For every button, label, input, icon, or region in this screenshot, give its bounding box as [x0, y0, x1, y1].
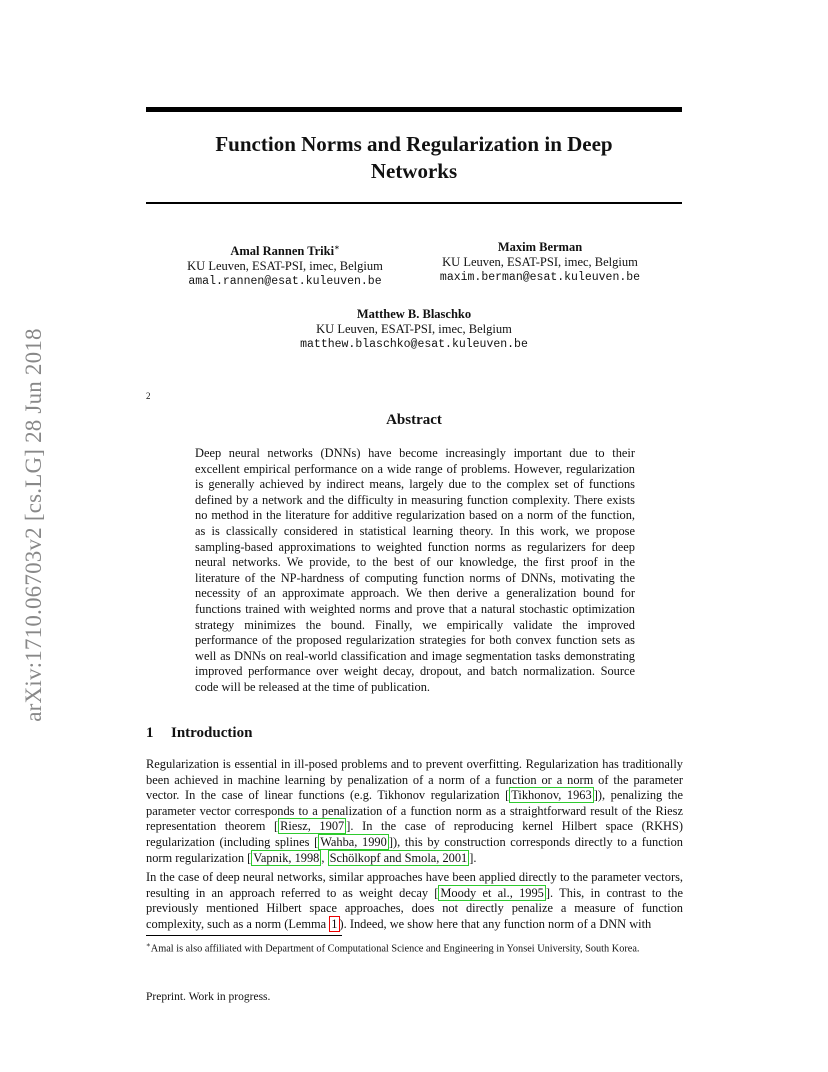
section-number: 1	[146, 725, 154, 741]
author-email[interactable]: maxim.berman@esat.kuleuven.be	[439, 271, 641, 284]
author-block-3	[264, 307, 564, 352]
citation-link[interactable]: Wahba, 1990	[320, 834, 387, 849]
citation-link[interactable]: Riesz, 1907	[280, 819, 345, 834]
author-email[interactable]: amal.rannen@esat.kuleuven.be	[188, 275, 382, 289]
author-affiliation: KU Leuven, ESAT-PSI, imec, Belgium	[316, 322, 512, 336]
author-affiliation: KU Leuven, ESAT-PSI, imec, Belgium	[187, 259, 383, 274]
citation-link[interactable]: Schölkopf and Smola, 2001	[329, 850, 468, 865]
author-name: Amal Rannen Triki	[230, 244, 335, 259]
intro-paragraph-1: Regularization is essential in ill-posed problems and to prevent overfitting. Regularization has traditionally been achieved in machine learning by penalization of a norm of a function or a norm of the parameter vector. In the case of linear functions (e.g. Tikhonov regularization [ Tikhonov, 1963 ]), penalizing the parameter vector corresponds to a penalization of a function norm as a straightforward result of the Riesz representation theorem [ Riesz, 1907 ]. In the case of reproducing kernel Hilbert space (RKHS) regularization (including splines [ Wahba, 1990 ]), this by construction corresponds directly to a function norm regularization [ Vapnik, 1998 , Schölkopf and Smola, 2001 ].	[146, 757, 683, 865]
paper-title: Function Norms and Regularization in Deep Networks	[215, 132, 613, 183]
section-heading	[146, 725, 252, 742]
footnote-text: Amal is also affiliated with Department of Computational Science and Engineering in Yonsei University, South Korea.	[150, 943, 640, 955]
footnote	[146, 938, 683, 956]
footnote-mark: ∗	[334, 243, 340, 252]
section-title: Introduction	[171, 725, 253, 741]
lemma-reference-link[interactable]: 1	[331, 916, 338, 931]
intro-paragraph-2: In the case of deep neural networks, similar approaches have been applied directly to the parameter vectors, resulting in an approach referred to as weight decay [ Moody et al., 1995 ]. This, in contrast to the previously mentioned Hilbert space approaches, does not directly penalize a measure of function complexity, such as a norm (Lemma 1 ). Indeed, we show here that any function norm of a DNN with	[146, 870, 683, 931]
author-affiliation: KU Leuven, ESAT-PSI, imec, Belgium	[442, 255, 638, 269]
page-number: 2	[146, 391, 151, 401]
footnote-rule	[146, 935, 342, 936]
abstract-heading: Abstract	[386, 412, 442, 428]
title-rule-top	[146, 107, 682, 112]
author-email[interactable]: matthew.blaschko@esat.kuleuven.be	[300, 338, 528, 351]
footnote-mark: ∗	[146, 941, 151, 949]
citation-link[interactable]: Vapnik, 1998	[253, 850, 320, 865]
citation-link[interactable]: Moody et al., 1995	[440, 885, 544, 900]
author-block-2	[415, 240, 665, 285]
citation-link[interactable]: Tikhonov, 1963	[511, 788, 592, 803]
author-name: Matthew B. Blaschko	[356, 307, 472, 321]
author-name: Maxim Berman	[497, 240, 583, 254]
preprint-note: Preprint. Work in progress.	[146, 991, 271, 1003]
title-rule-bottom	[146, 202, 682, 204]
author-block-1	[160, 240, 410, 289]
arxiv-side-stamp: arXiv:1710.06703v2 [cs.LG] 28 Jun 2018	[21, 328, 46, 722]
abstract-text: Deep neural networks (DNNs) have become increasingly important due to their excellent empirical performance on a wide range of problems. However, regularization is generally achieved by indirect means, largely due to the complex set of functions defined by a network and the difficulty in measuring function complexity. There exists no method in the literature for additive regularization based on a norm of the function, as is classically considered in statistical learning theory. In this work, we propose sampling-based approximations to weighted function norms as regularizers for deep neural networks. We provide, to the best of our knowledge, the first proof in the literature of the NP-hardness of computing function norms of DNNs, motivating the necessity of an approximate approach. We then derive a generalization bound for functions trained with weighted norms and prove that a natural stochastic optimization strategy minimizes the bound. Finally, we empirically validate the improved performance of the proposed regularization strategies for both convex function sets as well as DNNs on real-world classification and image segmentation tasks demonstrating improved performance over weight decay, dropout, and batch normalization. Source code will be released at the time of publication.	[195, 446, 635, 694]
